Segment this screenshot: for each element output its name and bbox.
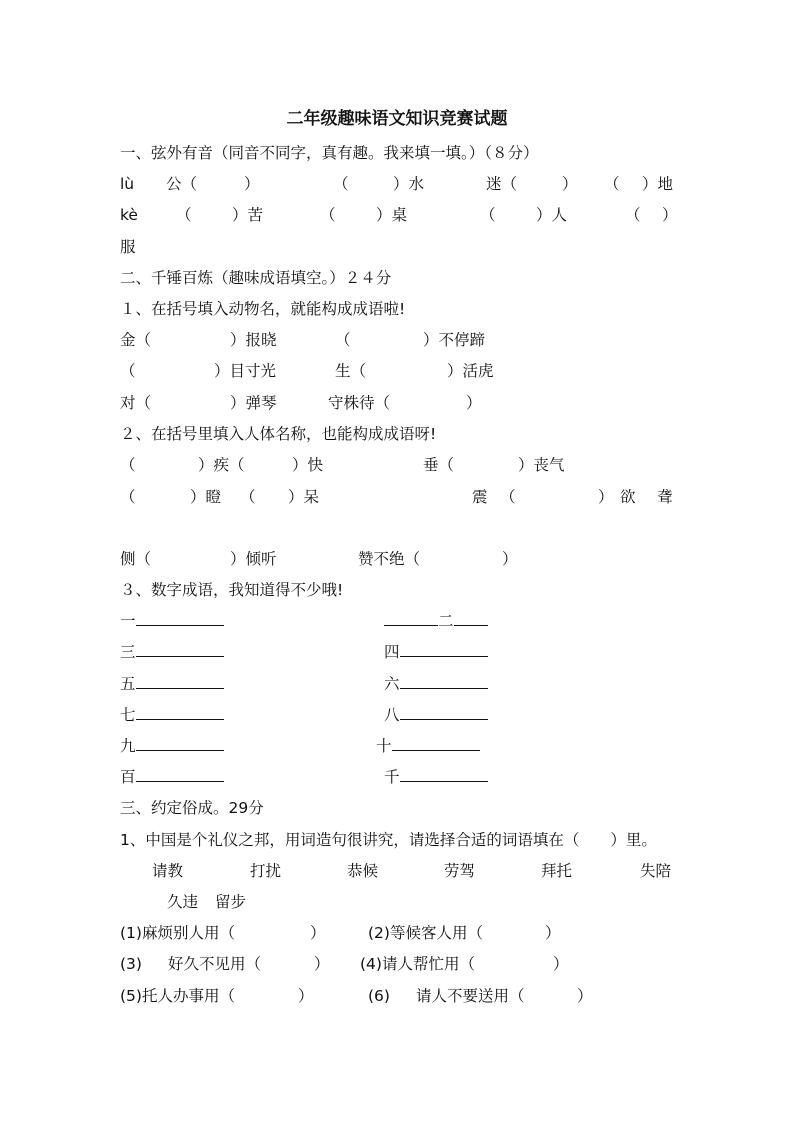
page-title: 二年级趣味语文知识竞赛试题 — [286, 109, 508, 129]
blank-close-text: ）水 — [393, 175, 425, 193]
blank-open: （ — [320, 206, 336, 224]
idiom-blank: 金（ — [120, 331, 152, 349]
number-idiom: 百 — [120, 767, 224, 787]
blank-close: ） — [244, 175, 260, 193]
idiom-blank: 侧（ — [120, 550, 152, 568]
usage-num: (6) — [368, 987, 390, 1005]
idiom-char: 震 — [472, 488, 488, 506]
question-2-2: ２、在括号里填入人体名称，也能构成成语呀! — [120, 425, 437, 443]
idiom-blank: （ — [335, 331, 351, 349]
blank-open: （ — [333, 175, 349, 193]
usage-item: (5)托人办事用（ — [120, 987, 235, 1005]
idiom-blank: 赞不绝（ — [358, 550, 421, 568]
idiom-rest: ）报晓 — [230, 331, 277, 349]
idiom-blank: （ — [240, 488, 256, 506]
idiom-rest: ） — [502, 550, 518, 568]
number-idiom: 十 — [376, 736, 480, 756]
number-idiom: 二 — [384, 611, 488, 631]
blank-open: 公（ — [166, 175, 198, 193]
blank-close-text: ）地 — [642, 175, 674, 193]
usage-close: ） — [314, 955, 330, 973]
idiom-rest: ）瞪 — [190, 488, 222, 506]
idiom-blank: （ — [500, 488, 516, 506]
usage-close: ） — [298, 987, 314, 1005]
blank-close-text: ）人 — [536, 206, 568, 224]
idiom-rest: ）倾听 — [230, 550, 277, 568]
usage-item: (1)麻烦别人用（ — [120, 924, 235, 942]
blank-close-text: ）桌 — [376, 206, 408, 224]
number-idiom: 五 — [120, 674, 224, 694]
idiom-blank: ） — [598, 488, 614, 506]
usage-close: ） — [545, 924, 561, 942]
question-2-3: ３、数字成语，我知道得不少哦! — [120, 581, 344, 599]
idiom-rest: ）活虎 — [447, 362, 494, 380]
idiom-blank: 垂（ — [423, 456, 455, 474]
idiom-blank: （ — [120, 456, 136, 474]
blank-close: ） — [662, 206, 678, 224]
number-idiom: 三 — [120, 642, 224, 662]
word-option: 失陪 — [640, 862, 672, 880]
blank-open: （ — [480, 206, 496, 224]
word-option: 劳驾 — [444, 862, 476, 880]
idiom-rest: ）目寸光 — [214, 362, 277, 380]
number-idiom: 四 — [384, 642, 488, 662]
idiom-rest: ）不停蹄 — [423, 331, 486, 349]
pinyin-ke: kè — [120, 206, 138, 224]
question-3-1: 1、中国是个礼仪之邦，用词造句很讲究，请选择合适的词语填在（ ）里。 — [120, 831, 657, 849]
blank-open: （ — [604, 175, 620, 193]
question-2-1: １、在括号填入动物名，就能构成成语啦! — [120, 300, 406, 318]
word-option: 久违 — [167, 893, 199, 911]
number-idiom: 八 — [384, 705, 488, 725]
word-option: 请教 — [152, 862, 184, 880]
blank-close: ） — [562, 175, 578, 193]
blank-close-text: ）苦 — [232, 206, 264, 224]
idiom-blank: （ — [120, 488, 136, 506]
idiom-rest: ）弹琴 — [230, 394, 277, 412]
usage-item: 好久不见用（ — [168, 955, 262, 973]
idiom-blank: 对（ — [120, 394, 152, 412]
idiom-blank: 生（ — [335, 362, 367, 380]
usage-item: (2)等候客人用（ — [368, 924, 483, 942]
word-option: 留步 — [215, 893, 247, 911]
word-option: 拜托 — [541, 862, 573, 880]
idiom-rest: ）呆 — [288, 488, 320, 506]
idiom-rest: ）丧气 — [518, 456, 565, 474]
usage-item: (4)请人帮忙用（ — [360, 955, 475, 973]
usage-item: 请人不要送用（ — [416, 987, 525, 1005]
idiom-rest: ） — [466, 394, 482, 412]
number-idiom: 七 — [120, 705, 224, 725]
number-idiom: 九 — [120, 736, 224, 756]
number-idiom: 一 — [120, 611, 224, 631]
word-option: 打扰 — [250, 862, 282, 880]
section-2-heading: 二、千锤百炼（趣味成语填空。）２４分 — [120, 269, 392, 287]
word-fu: 服 — [120, 238, 136, 256]
idiom-rest: ）快 — [292, 456, 324, 474]
idiom-char: 欲 — [620, 488, 636, 506]
blank-open: （ — [625, 206, 641, 224]
idiom-mid: ）疾（ — [198, 456, 245, 474]
usage-num: (3) — [120, 955, 142, 973]
idiom-blank: （ — [120, 362, 136, 380]
pinyin-lu: lù — [120, 175, 135, 193]
usage-close: ） — [577, 987, 593, 1005]
number-idiom: 千 — [384, 767, 488, 787]
word-option: 恭候 — [347, 862, 379, 880]
blank-open: （ — [176, 206, 192, 224]
usage-close: ） — [310, 924, 326, 942]
idiom-char: 聋 — [657, 488, 673, 506]
usage-close: ） — [553, 955, 569, 973]
idiom-blank: 守株待（ — [328, 394, 391, 412]
section-1-heading: 一、弦外有音（同音不同字，真有趣。我来填一填。）（８分） — [120, 144, 539, 162]
section-3-heading: 三、约定俗成。29分 — [120, 799, 264, 817]
number-idiom: 六 — [384, 674, 488, 694]
blank-open: 迷（ — [486, 175, 518, 193]
